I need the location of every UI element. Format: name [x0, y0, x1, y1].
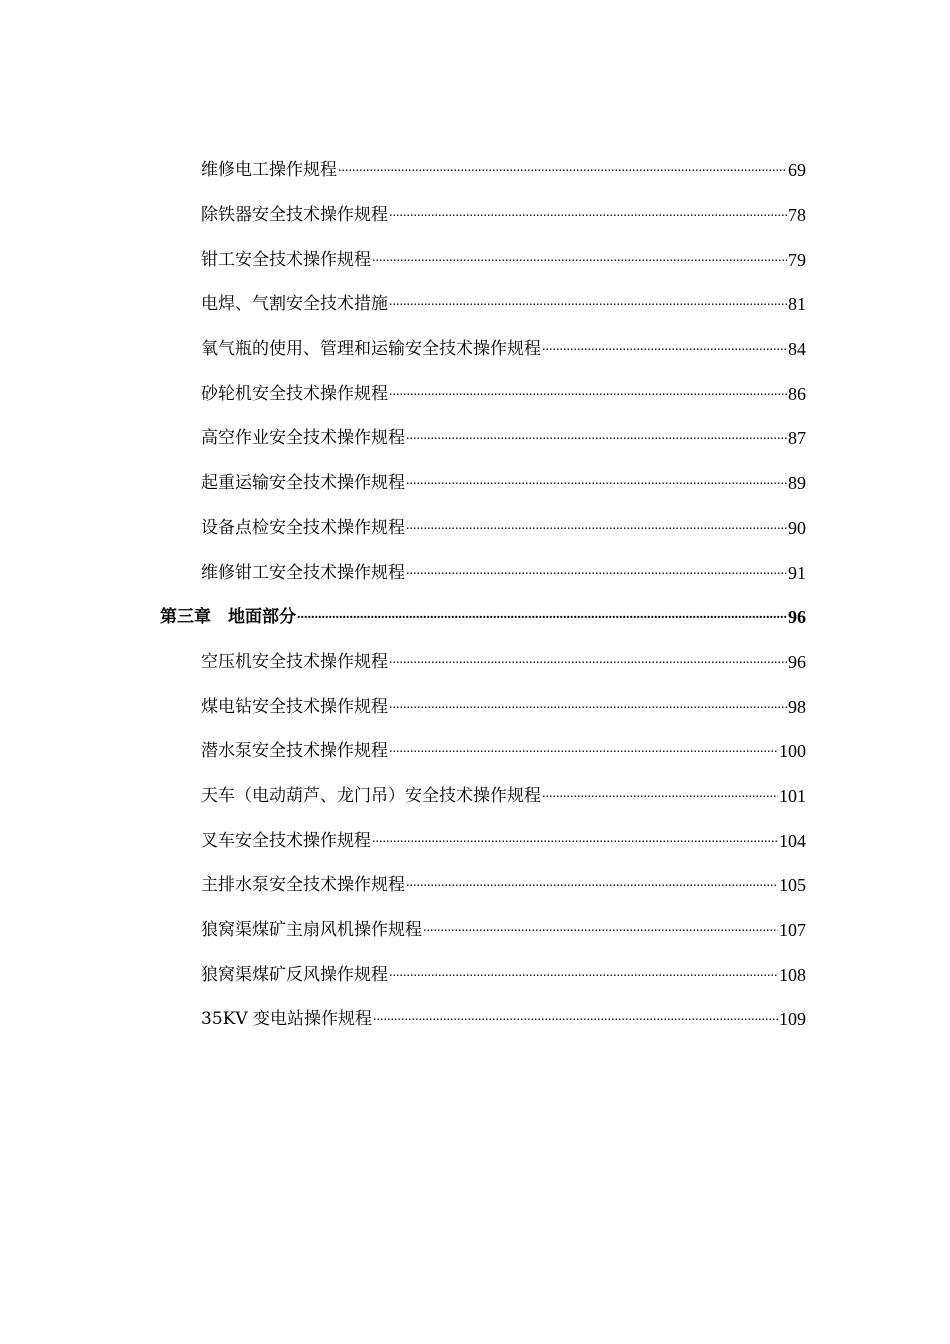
toc-entry-page: 107: [779, 920, 806, 941]
toc-entry[interactable]: [201, 148, 806, 193]
toc-dot-leader: [423, 920, 778, 940]
toc-entry[interactable]: [201, 997, 806, 1042]
toc-entry-page: 96: [788, 651, 806, 672]
toc-entry[interactable]: [201, 506, 806, 551]
toc-entry-title: 氧气瓶的使用、管理和运输安全技术操作规程: [201, 339, 541, 360]
toc-entry-title: 维修电工操作规程: [201, 160, 337, 181]
toc-entry-title: 高空作业安全技术操作规程: [201, 428, 405, 449]
toc-dot-leader: [389, 965, 778, 985]
toc-dot-leader: [389, 741, 778, 761]
toc-entry-page: 69: [788, 160, 806, 181]
toc-dot-leader: [297, 607, 787, 627]
toc-dot-leader: [372, 831, 778, 851]
toc-entry-page: 100: [779, 741, 806, 762]
toc-entry-page: 86: [788, 383, 806, 404]
toc-chapter-title: 第三章 地面部分: [160, 607, 296, 628]
toc-entry-title: 电焊、气割安全技术措施: [201, 294, 388, 315]
toc-entry-page: 108: [779, 964, 806, 985]
table-of-contents: [0, 148, 950, 1042]
toc-entry-title: 空压机安全技术操作规程: [201, 651, 388, 672]
toc-entry-page: 91: [788, 562, 806, 583]
toc-dot-leader: [338, 160, 787, 180]
toc-dot-leader: [373, 1009, 778, 1029]
toc-entry[interactable]: [201, 461, 806, 506]
toc-entry[interactable]: [201, 237, 806, 282]
toc-entry-title: 主排水泵安全技术操作规程: [201, 875, 405, 896]
toc-entry-page: 89: [788, 473, 806, 494]
toc-entry-title: 潜水泵安全技术操作规程: [201, 741, 388, 762]
toc-entry[interactable]: [201, 818, 806, 863]
toc-entry[interactable]: [201, 729, 806, 774]
toc-dot-leader: [542, 786, 778, 806]
toc-entry[interactable]: [201, 640, 806, 685]
toc-dot-leader: [389, 294, 787, 314]
toc-entry[interactable]: [201, 908, 806, 953]
toc-entry-page: 104: [779, 830, 806, 851]
toc-entry-title: 除铁器安全技术操作规程: [201, 205, 388, 226]
toc-entry-title: 狼窝渠煤矿主扇风机操作规程: [201, 920, 422, 941]
toc-entry-page: 81: [788, 294, 806, 315]
toc-entry-title: 叉车安全技术操作规程: [201, 830, 371, 851]
toc-entry[interactable]: [201, 371, 806, 416]
toc-entry[interactable]: [201, 550, 806, 595]
toc-entry[interactable]: [201, 327, 806, 372]
toc-entry-title: 钳工安全技术操作规程: [201, 249, 371, 270]
toc-dot-leader: [406, 473, 787, 493]
toc-chapter-entry[interactable]: [160, 595, 806, 640]
toc-entry[interactable]: [201, 863, 806, 908]
toc-entry-title: 起重运输安全技术操作规程: [201, 473, 405, 494]
toc-entry-page: 90: [788, 517, 806, 538]
toc-dot-leader: [372, 250, 787, 270]
toc-dot-leader: [406, 563, 787, 583]
toc-dot-leader: [389, 384, 787, 404]
toc-entry[interactable]: [201, 774, 806, 819]
toc-dot-leader: [542, 339, 787, 359]
toc-entry[interactable]: [201, 684, 806, 729]
toc-chapter-page: 96: [788, 607, 806, 628]
toc-dot-leader: [389, 652, 787, 672]
toc-dot-leader: [406, 518, 787, 538]
toc-entry-page: 84: [788, 339, 806, 360]
toc-entry-page: 109: [779, 1009, 806, 1030]
toc-dot-leader: [389, 205, 787, 225]
toc-entry[interactable]: [201, 193, 806, 238]
toc-dot-leader: [406, 428, 787, 448]
toc-entry-page: 87: [788, 428, 806, 449]
toc-entry-page: 101: [779, 785, 806, 806]
toc-entry-title: 设备点检安全技术操作规程: [201, 517, 405, 538]
toc-entry[interactable]: [201, 282, 806, 327]
toc-entry-title: 35KV 变电站操作规程: [201, 1009, 373, 1030]
toc-entry-title: 狼窝渠煤矿反风操作规程: [201, 964, 388, 985]
toc-entry-page: 98: [788, 696, 806, 717]
toc-dot-leader: [389, 697, 787, 717]
toc-entry-title: 砂轮机安全技术操作规程: [201, 383, 388, 404]
toc-entry[interactable]: [201, 952, 806, 997]
toc-entry[interactable]: [201, 416, 806, 461]
toc-entry-page: 105: [779, 875, 806, 896]
toc-entry-title: 天车（电动葫芦、龙门吊）安全技术操作规程: [201, 785, 541, 806]
toc-entry-title: 煤电钻安全技术操作规程: [201, 696, 388, 717]
toc-dot-leader: [406, 875, 778, 895]
toc-entry-page: 78: [788, 205, 806, 226]
toc-entry-title: 维修钳工安全技术操作规程: [201, 562, 405, 583]
toc-entry-page: 79: [788, 249, 806, 270]
